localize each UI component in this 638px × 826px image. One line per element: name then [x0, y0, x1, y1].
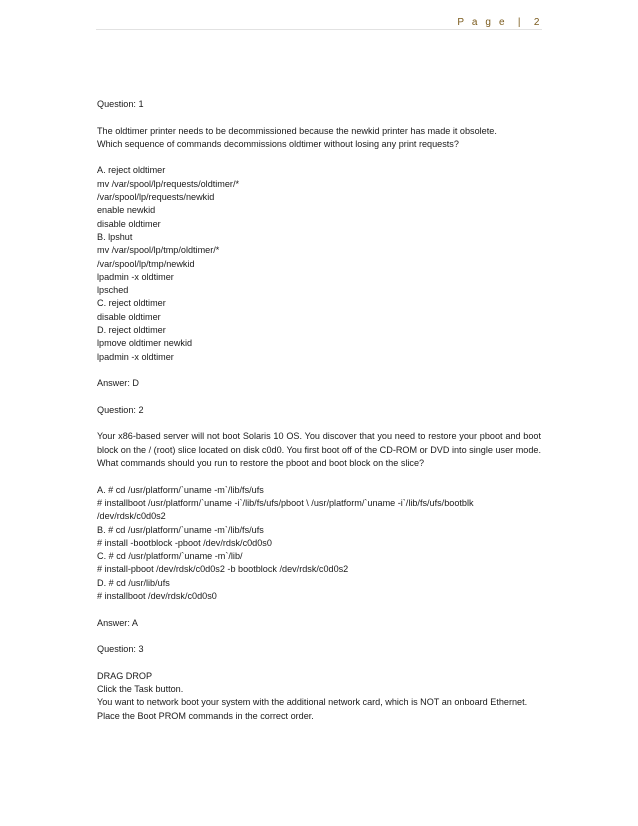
option-line: lpmove oldtimer newkid — [97, 338, 193, 349]
question-2-options — [97, 484, 541, 604]
option-line: /var/spool/lp/requests/newkid — [97, 192, 215, 203]
option-line: D. reject oldtimer — [97, 325, 166, 336]
option-line: disable oldtimer — [97, 311, 161, 322]
option-line: A. # cd /usr/platform/`uname -m`/lib/fs/ufs — [97, 484, 264, 495]
question-1-prompt-line: Which sequence of commands decommissions oldtimer without losing any print requests? — [97, 138, 459, 149]
question-3-type-label: DRAG DROP — [97, 670, 153, 681]
option-line: mv /var/spool/lp/tmp/oldtimer/* — [97, 245, 220, 256]
option-line: lpadmin -x oldtimer — [97, 271, 174, 282]
option-line: # installboot /dev/rdsk/c0d0s0 — [97, 590, 217, 601]
question-3-prompt: You want to network boot your system with the additional network card, which is NOT an onboard Ethernet. — [97, 697, 528, 708]
option-line: B. # cd /usr/platform/`uname -m`/lib/fs/ufs — [97, 524, 264, 535]
option-line: disable oldtimer — [97, 218, 161, 229]
question-3-instruction: Click the Task button. — [97, 684, 184, 695]
option-line: /var/spool/lp/tmp/newkid — [97, 258, 195, 269]
question-3-closing: Place the Boot PROM commands in the correct order. — [97, 710, 314, 721]
document-body — [97, 98, 541, 723]
question-2-answer: Answer: A — [97, 617, 138, 628]
question-1-prompt — [97, 125, 541, 152]
option-line: /dev/rdsk/c0d0s2 — [97, 511, 166, 522]
option-line: B. lpshut — [97, 231, 133, 242]
option-line: A. reject oldtimer — [97, 165, 166, 176]
question-2-title: Question: 2 — [97, 404, 144, 415]
question-3-body — [97, 670, 541, 723]
question-1-answer: Answer: D — [97, 378, 139, 389]
header-divider — [96, 29, 542, 30]
question-1-prompt-line: The oldtimer printer needs to be decommissioned because the newkid printer has made it obsolete. — [97, 125, 497, 136]
question-3-title: Question: 3 — [97, 644, 144, 655]
option-line: D. # cd /usr/lib/ufs — [97, 577, 170, 588]
option-line: lpsched — [97, 285, 129, 296]
option-line: lpadmin -x oldtimer — [97, 351, 174, 362]
question-2-prompt: Your x86-based server will not boot Solaris 10 OS. You discover that you need to restore your pboot and boot block on the / (root) slice located on disk c0d0. You first boot off of the CD-ROM or DVD into single user mode. What commands should you run to restore the pboot and boot block on the slice? — [97, 431, 541, 469]
page-number-header: P a g e | 2 — [457, 17, 542, 28]
option-line: # install-pboot /dev/rdsk/c0d0s2 -b bootblock /dev/rdsk/c0d0s2 — [97, 564, 349, 575]
option-line: C. reject oldtimer — [97, 298, 166, 309]
question-1-title: Question: 1 — [97, 99, 144, 109]
option-line: enable newkid — [97, 205, 156, 216]
option-line: # installboot /usr/platform/`uname -i`/lib/fs/ufs/pboot \ /usr/platform/`uname -i`/lib/fs/ufs/bootblk — [97, 497, 474, 508]
option-line: C. # cd /usr/platform/`uname -m`/lib/ — [97, 551, 243, 562]
question-1-options — [97, 164, 541, 363]
option-line: # install -bootblock -pboot /dev/rdsk/c0d0s0 — [97, 537, 272, 548]
option-line: mv /var/spool/lp/requests/oldtimer/* — [97, 178, 240, 189]
